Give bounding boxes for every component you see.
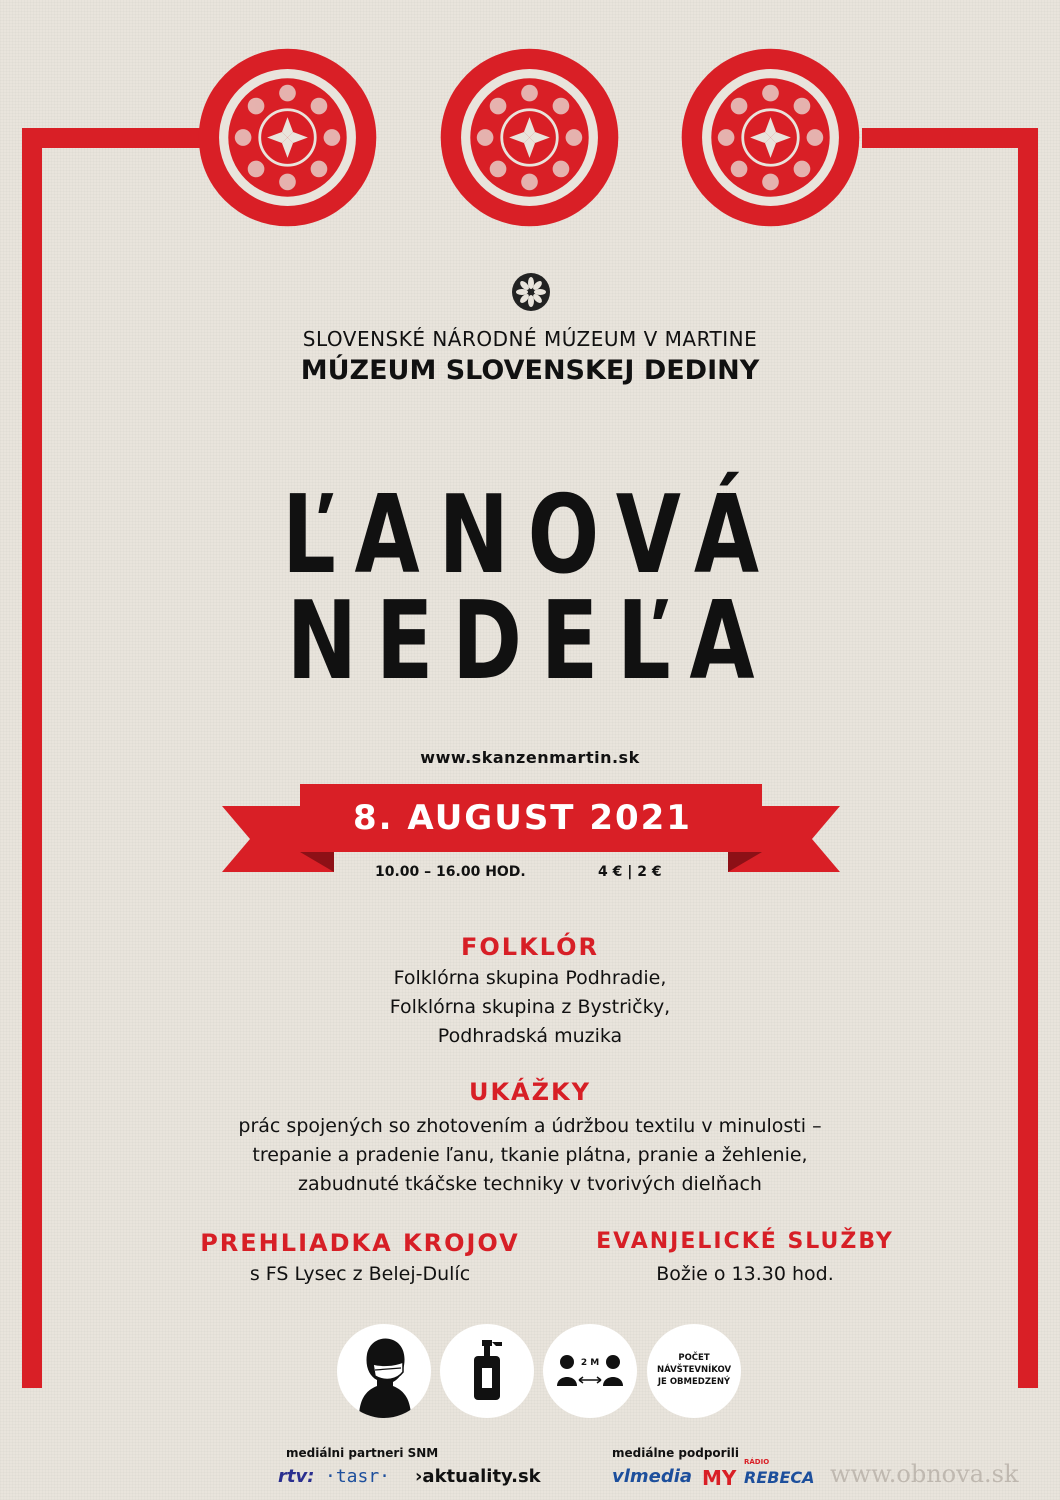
sluzby-heading: EVANJELICKÉ SLUŽBY bbox=[596, 1229, 894, 1254]
folk-medallion-left bbox=[195, 45, 380, 230]
folklor-heading: FOLKLÓR bbox=[460, 933, 599, 961]
support-label: mediálne podporili bbox=[612, 1446, 739, 1460]
museum-logo-icon bbox=[511, 272, 551, 312]
folklor-line-3: Podhradská muzika bbox=[437, 1025, 623, 1047]
vlmedia-logo: vlmedia bbox=[612, 1466, 693, 1487]
visitor-limit-badge bbox=[647, 1324, 741, 1418]
event-title-line2: NEDEĽA bbox=[286, 579, 774, 704]
frame-top-right bbox=[862, 128, 1038, 148]
krojov-heading: PREHLIADKA KROJOV bbox=[200, 1229, 520, 1257]
my-logo: MY bbox=[702, 1466, 737, 1490]
radio-small-label: RÁDIO bbox=[744, 1458, 770, 1466]
sluzby-text: Božie o 13.30 hod. bbox=[656, 1263, 834, 1285]
museum-name: MÚZEUM SLOVENSKEJ DEDINY bbox=[300, 355, 760, 386]
ukazky-line-2: trepanie a pradenie ľanu, tkanie plátna, pranie a žehlenie, bbox=[252, 1144, 808, 1166]
partners-label: mediálni partneri SNM bbox=[286, 1446, 439, 1460]
museum-institution: SLOVENSKÉ NÁRODNÉ MÚZEUM V MARTINE bbox=[302, 327, 758, 351]
event-date: 8. AUGUST 2021 bbox=[353, 798, 692, 838]
website-link[interactable]: www.skanzenmartin.sk bbox=[420, 748, 640, 767]
social-distance-icon bbox=[543, 1324, 637, 1418]
visitor-limit-line-3: JE OBMEDZENÝ bbox=[657, 1377, 731, 1387]
event-title-line1: ĽANOVÁ bbox=[282, 473, 778, 598]
watermark: www.obnova.sk bbox=[830, 1460, 1019, 1488]
event-price: 4 € | 2 € bbox=[598, 864, 662, 880]
hand-sanitizer-icon bbox=[440, 1324, 534, 1418]
distance-label: 2 M bbox=[580, 1358, 600, 1368]
folklor-line-2: Folklórna skupina z Bystričky, bbox=[389, 996, 671, 1018]
folk-medallion-right bbox=[678, 45, 863, 230]
folklor-line-1: Folklórna skupina Podhradie, bbox=[393, 967, 667, 989]
ukazky-heading: UKÁŽKY bbox=[468, 1078, 592, 1106]
ukazky-line-1: prác spojených so zhotovením a údržbou textilu v minulosti – bbox=[238, 1115, 822, 1137]
aktuality-logo: ›aktuality.sk bbox=[415, 1466, 541, 1487]
visitor-limit-line-1: POČET bbox=[678, 1353, 710, 1363]
folk-medallion-center bbox=[437, 45, 622, 230]
event-hours: 10.00 – 16.00 HOD. bbox=[375, 864, 526, 880]
rtv-logo: rtv: bbox=[278, 1466, 315, 1487]
tasr-logo: ·tasr· bbox=[325, 1466, 391, 1487]
frame-top-left bbox=[22, 128, 202, 148]
mask-icon bbox=[337, 1324, 431, 1418]
ukazky-line-3: zabudnuté tkáčske techniky v tvorivých dielňach bbox=[298, 1173, 762, 1195]
krojov-text: s FS Lysec z Belej-Dulíc bbox=[249, 1263, 471, 1285]
rebeca-logo: REBECA bbox=[744, 1468, 815, 1487]
visitor-limit-line-2: NÁVŠTEVNÍKOV bbox=[656, 1365, 732, 1375]
